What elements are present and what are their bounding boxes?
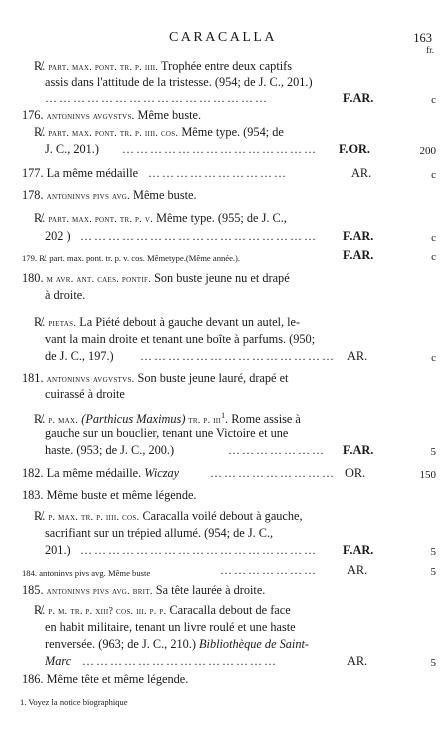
entry-line: R̸. p. max. tr. p. iiii. cos. Caracalla voilé debout à gauche,: [34, 509, 303, 523]
price-value: c: [431, 169, 436, 181]
page-number: 163: [413, 31, 432, 45]
entry-line: 186. Même tête et même légende.: [22, 672, 189, 686]
entry-line: R̸. part. max. pont. tr. p. iiii. cos. Même type. (954; de: [34, 125, 284, 139]
entry-line: gauche sur un bouclier, tenant une Victoire et une: [45, 426, 289, 440]
entry-line: vant la main droite et tenant une boîte à parfums. (950;: [45, 332, 316, 346]
price-unit-label: fr.: [426, 45, 434, 55]
price-value: 150: [419, 469, 436, 481]
entry-line: assis dans l'attitude de la tristesse. (954; de J. C., 201.): [45, 75, 313, 89]
metal-label: AR.: [347, 349, 368, 363]
metal-label: F.AR.: [343, 91, 374, 105]
entry-line: 184. antoninvs pivs avg. Même buste: [22, 568, 151, 578]
leader-dots: ……………………………………: [140, 349, 336, 363]
entry-line: 183. Même buste et même légende.: [22, 488, 197, 502]
price-value: c: [431, 251, 436, 263]
metal-label: AR.: [351, 166, 372, 180]
entry-line: 176. antoninvs avgvstvs. Même buste.: [22, 108, 202, 122]
leader-dots: ……………………………………………: [80, 543, 318, 557]
metal-label: F.AR.: [343, 229, 374, 243]
entry-line: 185. antoninvs pivs avg. brit. Sa tête laurée à droite.: [22, 583, 266, 597]
leader-dots: ………………………: [210, 466, 336, 480]
entry-line: haste. (953; de J. C., 200.): [45, 443, 175, 457]
entry-line: 182. La même médaille. Wiczay: [22, 466, 180, 480]
entry-line: de J. C., 197.): [45, 349, 114, 363]
leader-dots: ……………………………………: [122, 142, 318, 156]
price-value: 200: [419, 145, 436, 157]
leader-dots: …………………………: [148, 166, 288, 180]
entry-line: 177. La même médaille: [22, 166, 139, 180]
price-value: 5: [430, 446, 436, 458]
entry-line: à droite.: [45, 288, 86, 302]
leader-dots: ……………………………………………: [80, 229, 318, 243]
leader-dots: …………………: [228, 443, 326, 457]
entry-line: R̸. part. max. pont. tr. p. iiii. Trophée entre deux captifs: [34, 59, 293, 73]
entry-line: R̸. p. max. (Parthicus Maximus) tr. p. iii$^1$. Rome assise à: [34, 411, 301, 427]
entry-line: 201.): [45, 543, 71, 557]
price-value: c: [431, 232, 436, 244]
metal-label: F.AR.: [343, 248, 374, 262]
entry-line: R̸. pietas. La Piété debout à gauche devant un autel, le-: [34, 315, 301, 329]
footnote: 1. Voyez la notice biographique: [20, 697, 128, 707]
entry-line: cuirassé à droite: [45, 387, 125, 401]
entry-line: 178. antoninvs pivs avg. Même buste.: [22, 188, 197, 202]
entry-line: R̸. p. m. tr. p. xiii? cos. iii. p. p. Caracalla debout de face: [34, 603, 291, 617]
entry-line: 202 ): [45, 229, 71, 243]
leader-dots: …………………: [220, 563, 318, 577]
entry-line: Marc: [45, 654, 72, 668]
metal-label: F.OR.: [339, 142, 370, 156]
leader-dots: ……………………………………: [82, 654, 278, 668]
running-head-title: CARACALLA: [168, 30, 278, 45]
price-value: c: [431, 352, 436, 364]
metal-label: F.AR.: [343, 443, 374, 457]
metal-label: OR.: [345, 466, 366, 480]
price-value: 5: [430, 657, 436, 669]
entry-line: 179. R̸. part. max. pont. tr. p. v. cos. Mêmetype.(Même année.).: [22, 253, 241, 263]
entry-line: renversée. (963; de J. C., 210.) Bibliothèque de Saint-: [45, 637, 309, 651]
entry-line: sacrifiant sur un trépied allumé. (954; de J. C.,: [45, 526, 274, 540]
metal-label: AR.: [347, 563, 368, 577]
leader-dots: …………………………………………: [45, 91, 269, 105]
price-value: c: [431, 94, 436, 106]
metal-label: F.AR.: [343, 543, 374, 557]
entry-line: J. C., 201.): [45, 142, 99, 156]
price-value: 5: [430, 546, 436, 558]
entry-line: 181. antoninvs avgvstvs. Son buste jeune lauré, drapé et: [22, 371, 289, 385]
metal-label: AR.: [347, 654, 368, 668]
entry-line: en habit militaire, tenant un livre roulé et une haste: [45, 620, 296, 634]
entry-line: R̸. part. max. pont. tr. p. v. Même type. (955; de J. C.,: [34, 211, 287, 225]
price-value: 5: [430, 566, 436, 578]
entry-line: 180. m avr. ant. caes. pontif. Son buste jeune nu et drapé: [22, 271, 290, 285]
